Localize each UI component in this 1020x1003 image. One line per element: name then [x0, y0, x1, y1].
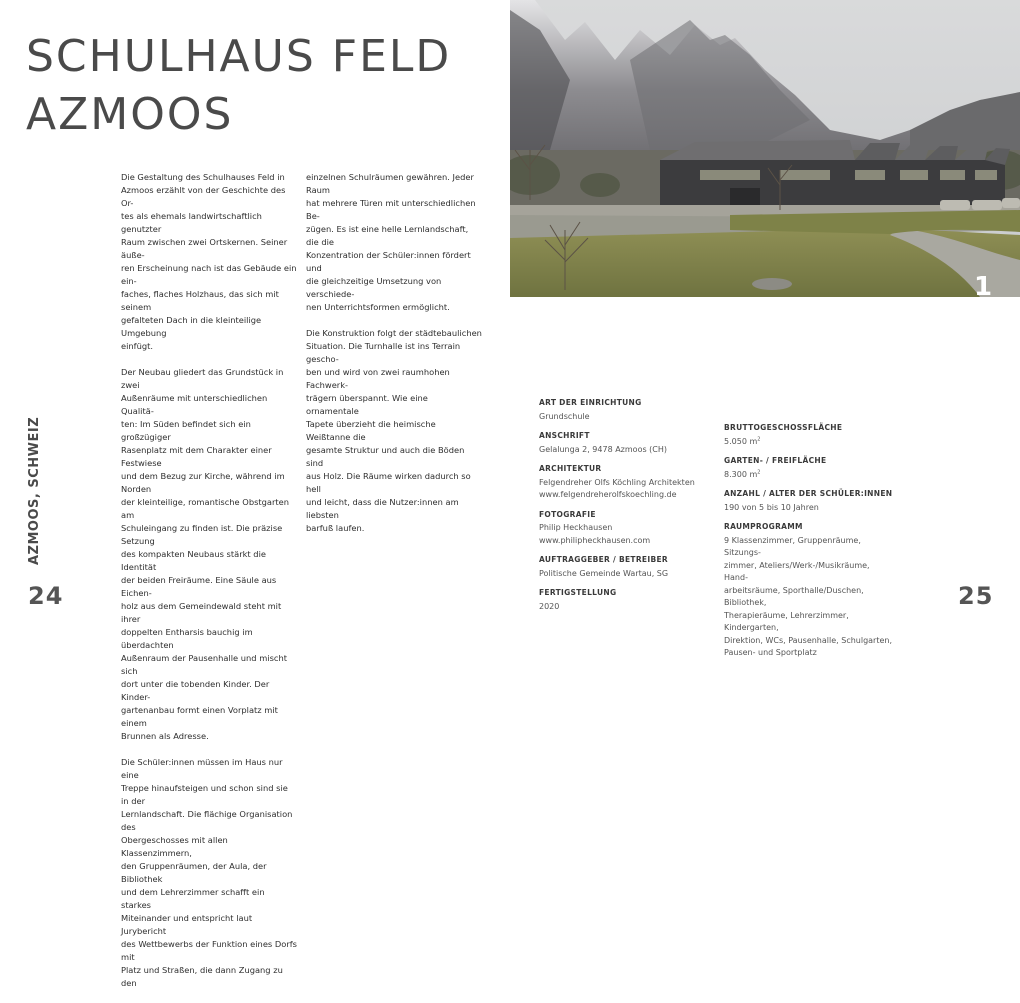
facts-left	[539, 397, 709, 620]
fact-value	[724, 436, 894, 449]
page-number-left: 24	[28, 582, 64, 610]
fact-value: 190 von 5 bis 10 Jahren	[724, 502, 819, 512]
fact-item	[724, 488, 894, 514]
fact-label: GARTEN- / FREIFLÄCHE	[724, 456, 827, 465]
paragraph: Die Gestaltung des Schulhauses Feld in Azmoos erzählt von der Geschichte des Or- tes als ehemals landwirtschaftlich genutzter Raum zwischen zwei Ortskernen. Seiner äuße- ren Erscheinung nach ist das Gebäude ein ein- faches, flaches Holzhaus, das sich mit seinem gefalteten Dach in die kleinteilige Umgebung einfügt.	[121, 172, 297, 351]
fact-value: zimmer, Ateliers/Werk-/Musikräume, Hand-	[724, 560, 870, 582]
school-building-photo	[510, 0, 1020, 297]
fact-item	[724, 422, 894, 448]
fact-value: Grundschule	[539, 411, 590, 421]
fact-value: Felgendreher Olfs Köchling Architekten	[539, 477, 695, 487]
fact-item	[539, 554, 709, 580]
fact-item	[724, 521, 894, 660]
fact-value: Philip Heckhausen	[539, 523, 613, 532]
fact-link: www.philipheckhausen.com	[539, 535, 651, 545]
paragraph: Der Neubau gliedert das Grundstück in zwei Außenräume mit unterschiedlichen Qualitä- ten: Im Süden befindet sich ein großzügiger Rasenplatz mit dem Charakter einer Festwiese und dem Bezug zur Kirche, während im Norden der kleinteilige, romantische Obstgarten am Schuleingang zu finden ist. Die präzise Setzung des kompakten Neubaus stärkt die Identität der beiden Freiräume. Eine Säule aus Eichen- holz aus dem Gemeindewald steht mit ihrer doppelten Entharsis bauchig im überdachten Außenraum der Pausenhalle und mischt sich dort unter die tobenden Kinder. Der Kinder- gartenanbau formt einen Vorplatz mit einem Brunnen als Adresse.	[121, 367, 290, 741]
title-line-2: AZMOOS	[26, 89, 234, 140]
paragraph: einzelnen Schulräumen gewähren. Jeder Raum hat mehrere Türen mit unterschiedlichen Be- zügen. Es ist eine helle Lernlandschaft, die die Konzentration der Schüler:innen fördert und die gleichzeitige Umsetzung von verschiede- nen Unterrichtsformen ermöglicht.	[306, 172, 476, 312]
area-value: 5.050 m	[724, 436, 758, 446]
photo-number: 1	[974, 272, 993, 302]
fact-item	[539, 430, 709, 456]
unit-exponent: 2	[757, 468, 761, 475]
fact-item	[539, 463, 709, 502]
fact-label: FERTIGSTELLUNG	[539, 588, 617, 597]
fact-label: AUFTRAGGEBER / BETREIBER	[539, 555, 668, 564]
text-column-2	[306, 171, 482, 548]
fact-value: 9 Klassenzimmer, Gruppenräume, Sitzungs-	[724, 535, 861, 557]
unit-exponent: 2	[757, 435, 761, 442]
title-line-1: SCHULHAUS FELD	[26, 31, 452, 82]
facts-right	[724, 422, 894, 667]
page-number-right: 25	[958, 582, 994, 610]
fact-label: ARCHITEKTUR	[539, 464, 602, 473]
fact-value: Pausen- und Sportplatz	[724, 648, 817, 657]
fact-link: www.felgendreherolfskoechling.de	[539, 490, 677, 499]
fact-label: FOTOGRAFIE	[539, 509, 596, 519]
fact-label: ANZAHL / ALTER DER SCHÜLER:INNEN	[724, 489, 893, 498]
fact-label: ANSCHRIFT	[539, 431, 590, 440]
fact-item	[539, 397, 709, 423]
fact-value: Politische Gemeinde Wartau, SG	[539, 568, 669, 578]
paragraph: Die Konstruktion folgt der städtebaulichen Situation. Die Turnhalle ist ins Terrain gescho- ben und wird von zwei raumhohen Fachwerk- trägern überspannt. Wie eine ornamentale Tapete überzieht die heimische Weißtanne die gesamte Struktur und auch die Böden sind aus Holz. Die Räume wirken dadurch so hell und leicht, dass die Nutzer:innen am liebsten barfuß laufen.	[306, 328, 482, 533]
area-value: 8.300 m	[724, 469, 758, 479]
text-column-1	[121, 171, 297, 1003]
fact-item	[539, 587, 709, 613]
fact-value: Direktion, WCs, Pausenhalle, Schulgarten,	[724, 635, 893, 645]
fact-label: RAUMPROGRAMM	[724, 522, 803, 531]
fact-value	[724, 469, 894, 482]
fact-label: BRUTTOGESCHOSSFLÄCHE	[724, 423, 843, 432]
page-title	[26, 28, 451, 144]
fact-value: arbeitsräume, Sporthalle/Duschen, Bibliothek,	[724, 585, 864, 607]
fact-value: 2020	[539, 601, 560, 611]
fact-item	[724, 455, 894, 481]
fact-value: Gelalunga 2, 9478 Azmoos (CH)	[539, 444, 668, 454]
fact-label: ART DER EINRICHTUNG	[539, 398, 642, 407]
location-vertical-label: AZMOOS, SCHWEIZ	[27, 416, 42, 565]
fact-value: Therapieräume, Lehrerzimmer, Kindergarten,	[724, 610, 849, 632]
fact-item	[539, 509, 709, 548]
paragraph: Die Schüler:innen müssen im Haus nur eine Treppe hinaufsteigen und schon sind sie in der Lernlandschaft. Die flächige Organisation des Obergeschosses mit allen Klassenzimmern, den Gruppenräumen, der Aula, der Bibliothek und dem Lehrerzimmer schafft ein starkes Miteinander und entspricht laut Jurybericht des Wettbewerbs der Funktion eines Dorfs mit Platz und Straßen, die dann Zugang zu den	[121, 757, 298, 988]
